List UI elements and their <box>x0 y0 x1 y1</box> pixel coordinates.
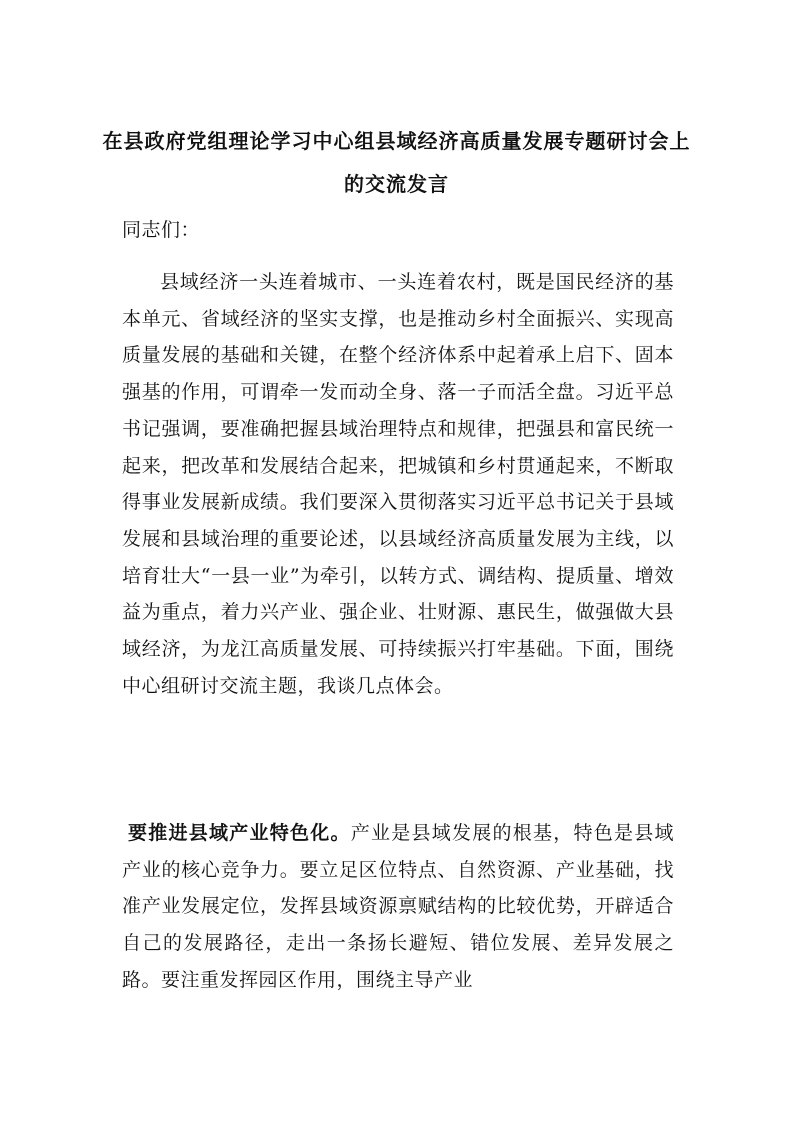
paragraph-industry <box>122 815 674 999</box>
paragraph-lead-heading: 要推进县域产业特色化。 <box>128 822 351 844</box>
document-title: 在县政府党组理论学习中心组县域经济高质量发展专题研讨会上的交流发言 <box>102 129 691 196</box>
paragraph-intro <box>122 264 674 704</box>
paragraph-industry-text: 产业是县域发展的根基，特色是县域产业的核心竞争力。要立足区位特点、自然资源、产业基础，找准产业发展定位，发挥县域资源禀赋结构的比较优势，开辟适合自己的发展路径，走出一条扬长避短、错位发展、差异发展之路。要注重发挥园区作用，围绕主导产业 <box>122 822 674 991</box>
salutation: 同志们： <box>122 219 201 241</box>
paragraph-intro-text: 县域经济一头连着城市、一头连着农村，既是国民经济的基本单元、省域经济的坚实支撑，也是推动乡村全面振兴、实现高质量发展的基础和关键，在整个经济体系中起着承上启下、固本强基的作用，可谓牵一发而动全身、落一子而活全盘。习近平总书记强调，要准确把握县域治理特点和规律，把强县和富民统一起来，把改革和发展结合起来，把城镇和乡村贯通起来，不断取得事业发展新成绩。我们要深入贯彻落实习近平总书记关于县域发展和县域治理的重要论述，以县域经济高质量发展为主线，以培育壮大“一县一业”为牵引，以转方式、调结构、提质量、增效益为重点，着力兴产业、强企业、壮财源、惠民生，做强做大县域经济，为龙江高质量发展、可持续振兴打牢基础。下面，围绕中心组研讨交流主题，我谈几点体会。 <box>122 271 674 697</box>
